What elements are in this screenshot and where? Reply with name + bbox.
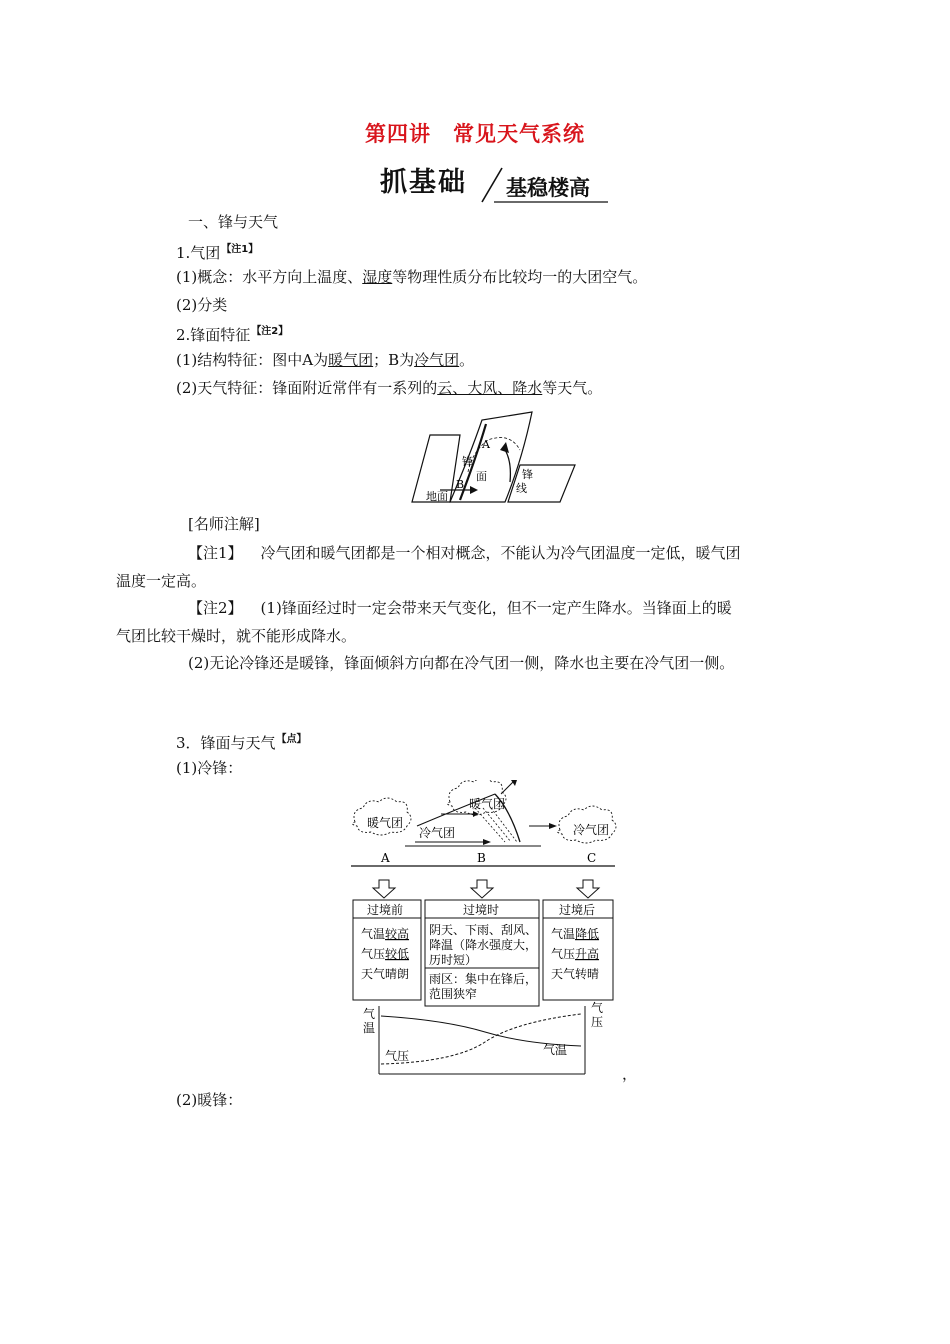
cf-pos-c: C xyxy=(587,851,597,865)
cf-curve-temp: 气温 xyxy=(543,1043,568,1057)
note-marker-point: 【点】 xyxy=(276,734,307,745)
cf-after-l3: 天气转晴 xyxy=(551,967,600,981)
cold-front-diagram xyxy=(345,780,635,1078)
cf-before-l1 xyxy=(361,926,409,941)
note-marker-1: 【注1】 xyxy=(221,244,259,255)
cf-during-l5: 范围狭窄 xyxy=(429,987,478,1001)
front-label-line1: 锋 xyxy=(522,468,533,481)
note2-line1 xyxy=(188,598,732,618)
section3-title: 3．锋面与天气 xyxy=(176,734,276,752)
banner-main: 抓基础 xyxy=(380,167,467,198)
cf-pos-b: B xyxy=(477,851,486,865)
section3-heading xyxy=(176,730,307,753)
weather-text: (2)天气特征：锋面附近常伴有一系列的 xyxy=(176,379,438,397)
cf-before-l2 xyxy=(361,946,409,961)
structure-u2: 冷气团 xyxy=(414,351,460,369)
front-label-a: A xyxy=(482,438,490,451)
cf-before-l1-u: 较高 xyxy=(385,927,410,941)
front-label-b: B xyxy=(456,478,465,491)
front-structure-diagram xyxy=(410,410,585,510)
cf-before-l2-pre: 气压 xyxy=(361,947,386,961)
notes-heading: [名师注解] xyxy=(188,515,260,533)
structure-mid: ；B为 xyxy=(373,351,415,369)
note2-tag: 【注2】 xyxy=(188,599,243,617)
item-front-features xyxy=(176,322,288,345)
down-arrow-icon xyxy=(471,880,493,898)
page-title: 第四讲 常见天气系统 xyxy=(365,121,585,146)
item-air-mass xyxy=(176,240,258,263)
note1-tag: 【注1】 xyxy=(188,544,243,562)
cf-axis-right-1: 气 xyxy=(591,1001,604,1015)
concept-text: (1)概念：水平方向上温度、 xyxy=(176,268,363,286)
cf-before-l2-u: 较低 xyxy=(385,947,410,961)
cf-after-head: 过境后 xyxy=(559,903,596,917)
weather-line xyxy=(176,378,602,398)
cf-during-l2: 降温（降水强度大， xyxy=(429,938,538,952)
cf-curve-pressure: 气压 xyxy=(385,1049,410,1063)
banner-sub: 基稳楼高 xyxy=(506,176,590,200)
item-air-mass-label: 1.气团 xyxy=(176,244,221,262)
cf-after-l1 xyxy=(551,926,599,941)
cf-pos-a: A xyxy=(381,851,390,865)
weather-end: 等天气。 xyxy=(542,379,603,397)
front-label-front: 锋 xyxy=(462,455,473,468)
cf-after-l2 xyxy=(551,946,599,961)
cf-warm-air-top: 暖气团 xyxy=(469,797,506,811)
cf-during-l1: 阴天、下雨、刮风、 xyxy=(429,923,538,937)
cf-before-l3: 天气晴朗 xyxy=(361,967,410,981)
note1-line1 xyxy=(188,543,741,563)
concept-underlined: 湿度 xyxy=(362,268,393,286)
cf-axis-left-2: 温 xyxy=(363,1021,376,1035)
trailing-comma: ， xyxy=(622,1065,638,1083)
item-front-label: 2.锋面特征 xyxy=(176,326,251,344)
note-marker-2: 【注2】 xyxy=(251,326,289,337)
section-heading: 一、锋与天气 xyxy=(188,213,279,231)
cold-front-label: (1)冷锋： xyxy=(176,759,243,777)
note2-line3: (2)无论冷锋还是暖锋，锋面倾斜方向都在冷气团一侧，降水也主要在冷气团一侧。 xyxy=(188,654,735,672)
cf-axis-right-2: 压 xyxy=(591,1015,604,1029)
cf-before-head: 过境前 xyxy=(367,903,404,917)
cf-cold-air-right: 冷气团 xyxy=(573,823,610,837)
cf-during-l4: 雨区：集中在锋后， xyxy=(429,972,538,986)
cf-after-l1-u: 降低 xyxy=(575,927,600,941)
concept-text-end: 等物理性质分布比较均一的大团空气。 xyxy=(392,268,648,286)
cf-during-head: 过境时 xyxy=(463,903,500,917)
structure-u1: 暖气团 xyxy=(328,351,374,369)
concept-line xyxy=(176,267,647,287)
down-arrow-icon xyxy=(577,880,599,898)
cf-during-l3: 历时短） xyxy=(429,953,478,967)
note1-line2: 温度一定高。 xyxy=(116,572,207,590)
cf-after-l2-u: 升高 xyxy=(575,947,600,961)
structure-end: 。 xyxy=(459,351,475,369)
front-label-ground: 地面 xyxy=(426,490,448,503)
cf-axis-left-1: 气 xyxy=(363,1007,376,1021)
down-arrow-icon xyxy=(373,880,395,898)
front-label-line2: 线 xyxy=(516,482,527,495)
structure-text: (1)结构特征：图中A为 xyxy=(176,351,329,369)
cf-before-l1-pre: 气温 xyxy=(361,927,386,941)
structure-line xyxy=(176,350,474,370)
note2-line2: 气团比较干燥时，就不能形成降水。 xyxy=(116,627,357,645)
note2-text: (1)锋面经过时一定会带来天气变化，但不一定产生降水。当锋面上的暖 xyxy=(260,599,732,617)
classify-line: (2)分类 xyxy=(176,296,228,314)
cf-after-l2-pre: 气压 xyxy=(551,947,576,961)
cf-warm-air-left: 暖气团 xyxy=(367,816,404,830)
front-label-face: 面 xyxy=(476,470,487,483)
warm-front-label: (2)暖锋： xyxy=(176,1091,243,1109)
weather-underlined: 云、大风、降水 xyxy=(437,379,543,397)
cf-cold-air-left: 冷气团 xyxy=(419,826,456,840)
cf-after-l1-pre: 气温 xyxy=(551,927,576,941)
note1-text: 冷气团和暖气团都是一个相对概念，不能认为冷气团温度一定低，暖气团 xyxy=(260,544,741,562)
section-banner xyxy=(376,158,616,206)
